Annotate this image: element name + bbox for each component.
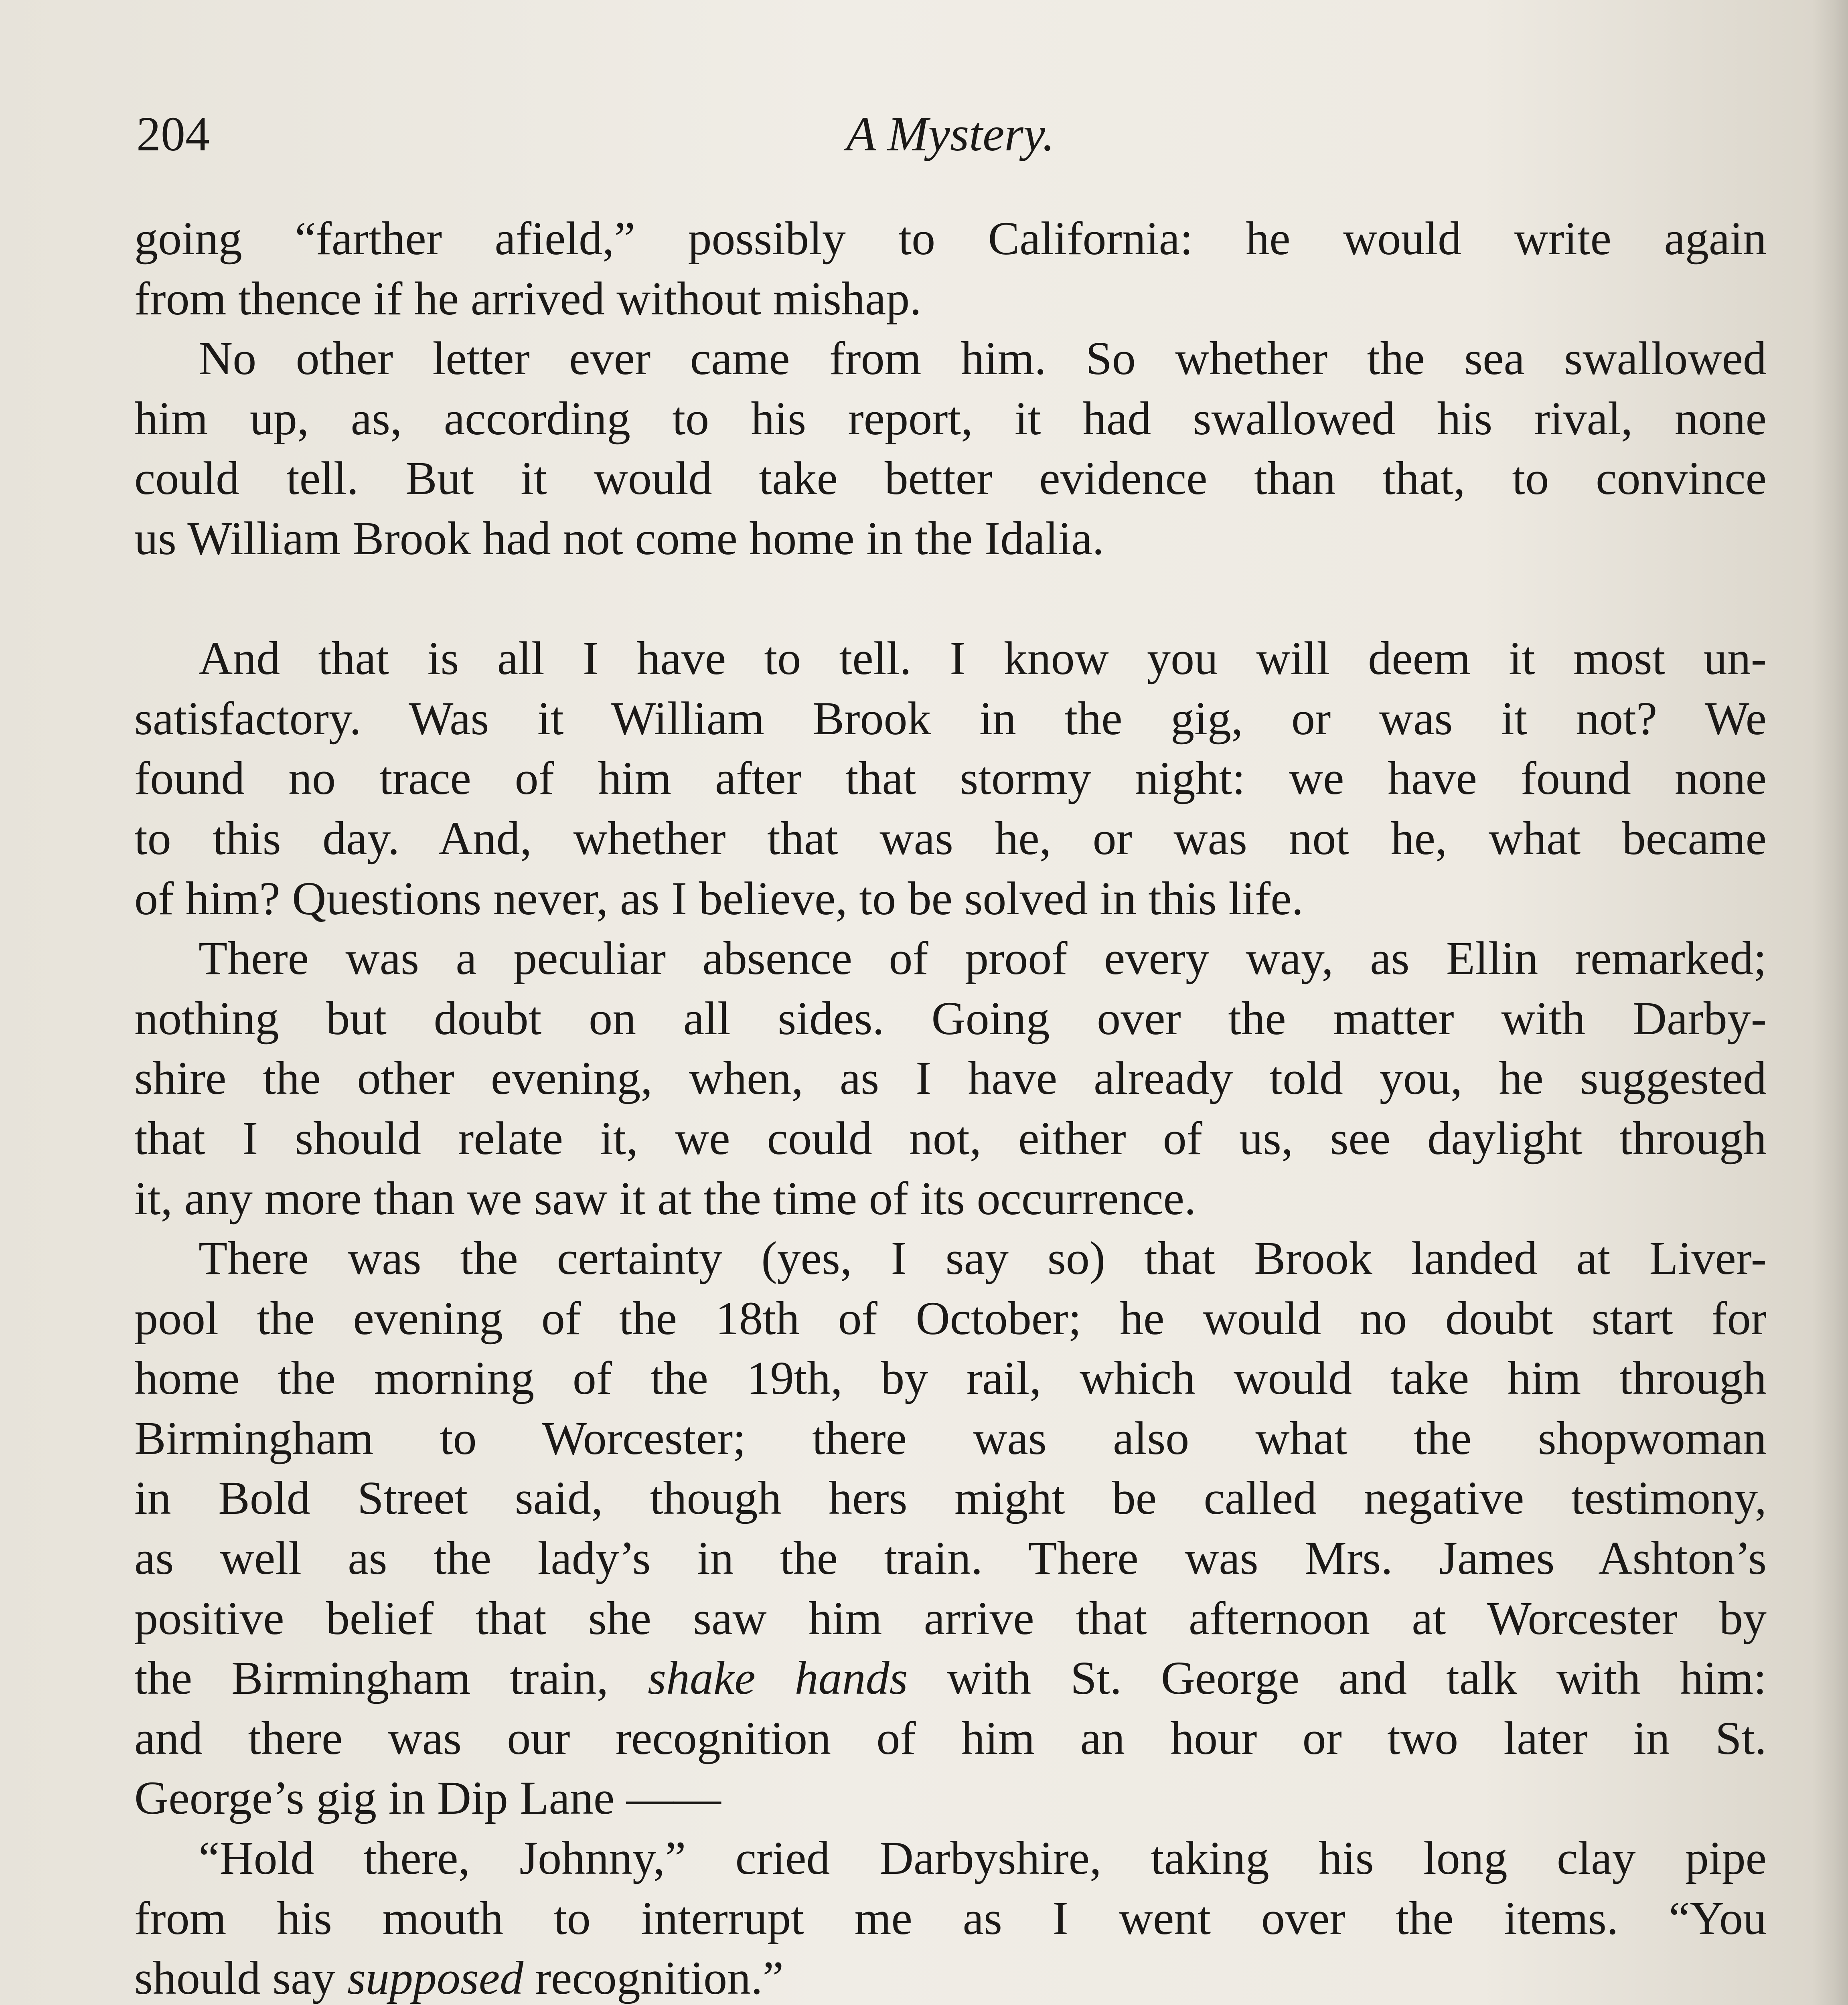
text-line: found no trace of him after that stormy night: we have found none (134, 752, 1767, 805)
text-line: “Hold there, Johnny,” cried Darbyshire, taking his long clay pipe (199, 1832, 1767, 1885)
text-line: should say supposed recognition.” (134, 1952, 784, 2005)
text-line: as well as the lady’s in the train. There was Mrs. James Ashton’s (134, 1532, 1767, 1585)
text-line: shire the other evening, when, as I have already told you, he suggested (134, 1052, 1767, 1105)
text-line: and there was our recognition of him an hour or two later in St. (134, 1711, 1767, 1764)
text-line: pool the evening of the 18th of October; he would no doubt start for (134, 1292, 1767, 1345)
text-line: it, any more than we saw it at the time of its occurrence. (134, 1172, 1196, 1225)
text-line: nothing but doubt on all sides. Going over the matter with Darby- (134, 992, 1767, 1045)
text-line: There was a peculiar absence of proof every way, as Ellin remarked; (199, 932, 1767, 985)
text-line: us William Brook had not come home in the Idalia. (134, 512, 1104, 565)
text-line: him up, as, according to his report, it had swallowed his rival, none (134, 392, 1767, 445)
text-line: Birmingham to Worcester; there was also what the shopwoman (134, 1412, 1767, 1464)
page-edge-shadow (1812, 0, 1848, 2005)
text-line: from thence if he arrived without mishap. (134, 272, 922, 325)
text-line: satisfactory. Was it William Brook in the gig, or was it not? We (134, 692, 1767, 745)
text-line: George’s gig in Dip Lane —— (134, 1772, 721, 1825)
text-line: positive belief that she saw him arrive that afternoon at Worcester by (134, 1592, 1767, 1645)
text-line: And that is all I have to tell. I know you will deem it most un- (199, 632, 1767, 685)
text-line: in Bold Street said, though hers might be called negative testimony, (134, 1472, 1767, 1525)
text-line: of him? Questions never, as I believe, to be solved in this life. (134, 872, 1304, 925)
page-header (136, 94, 1765, 174)
body-text (134, 209, 1767, 2005)
running-title: A Mystery. (846, 107, 1055, 161)
text-line: from his mouth to interrupt me as I went over the items. “You (134, 1892, 1767, 1944)
text-line: No other letter ever came from him. So whether the sea swallowed (199, 332, 1767, 385)
text-line: There was the certainty (yes, I say so) that Brook landed at Liver- (199, 1232, 1767, 1285)
text-line: could tell. But it would take better evidence than that, to convince (134, 452, 1767, 505)
text-line: to this day. And, whether that was he, or was not he, what became (134, 812, 1767, 865)
page-number: 204 (136, 107, 210, 161)
text-line: home the morning of the 19th, by rail, which would take him through (134, 1352, 1767, 1405)
text-line: going “farther afield,” possibly to California: he would write again (134, 212, 1767, 265)
text-line: that I should relate it, we could not, either of us, see daylight through (134, 1112, 1767, 1165)
paragraph-gap (134, 569, 1767, 629)
text-line: the Birmingham train, shake hands with St. George and talk with him: (134, 1652, 1767, 1705)
